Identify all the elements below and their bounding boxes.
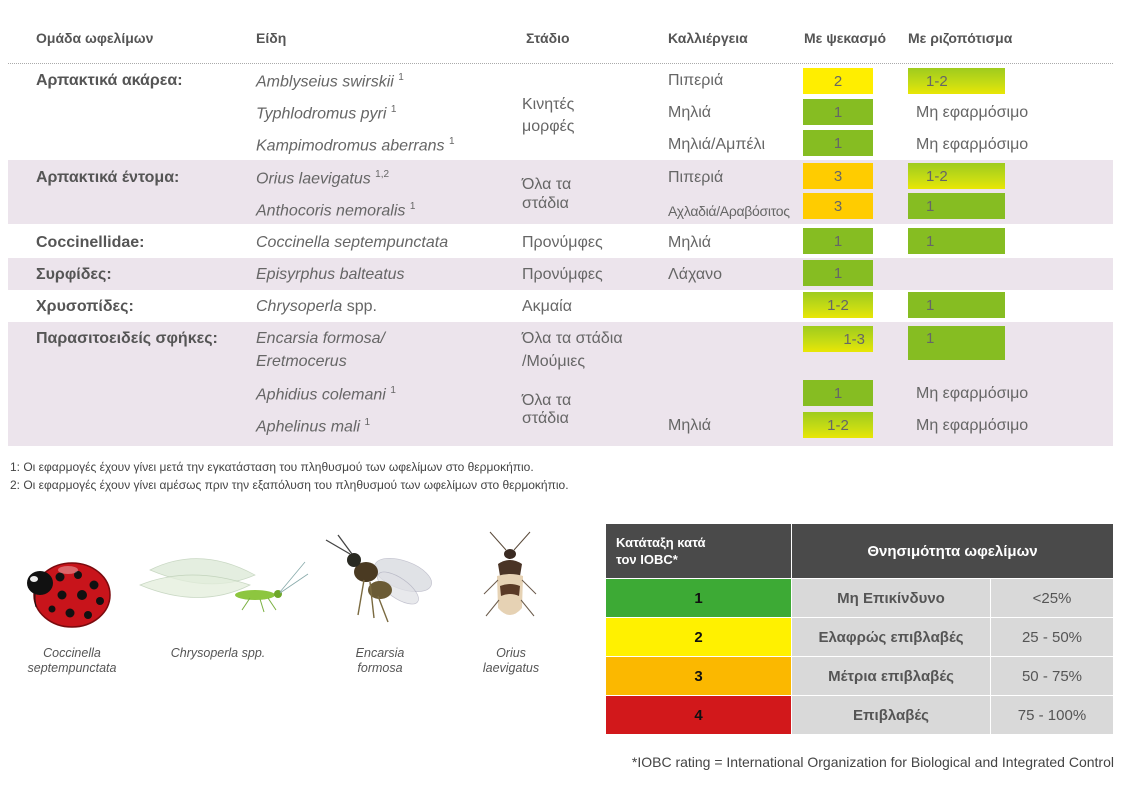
spray-r2: 1 (803, 99, 873, 125)
species-aphelinus: Aphelinus mali $^1$ (256, 417, 371, 436)
header-stage: Στάδιο (526, 30, 570, 46)
footnote-2: 2: Οι εφαρμογές έχουν γίνει αμέσως πριν την εξαπόλυση του πληθυσμού των ωφελίμων στο θερμοκήπιο. (10, 478, 569, 492)
lacewing-image (130, 540, 310, 630)
spray-r3: 1 (803, 130, 873, 156)
crop-r3: Μηλιά/Αμπέλι (668, 136, 766, 153)
crop-r10: Μηλιά (668, 417, 712, 434)
species-encarsia: Encarsia formosa/ (256, 330, 385, 347)
spray-r5: 3 (803, 193, 873, 219)
drench-r1: 1-2 (908, 68, 1005, 94)
spray-r10a: 1 (803, 380, 873, 406)
legend-range-cell: 25 - 50% (991, 618, 1113, 656)
crop-r2: Μηλιά (668, 104, 712, 121)
legend-label-cell: Ελαφρώς επιβλαβές (792, 618, 990, 656)
species-anthocoris: Anthocoris nemoralis $^1$ (256, 201, 416, 220)
stage-wasps-a2: /Μούμιες (522, 353, 586, 370)
caption-encarsia: Encarsia formosa (355, 646, 405, 675)
group-wasps: Παρασιτοειδείς σφήκες: (36, 330, 218, 347)
stage-wasps-a1: Όλα τα στάδια (522, 330, 623, 347)
stage-mites-2: μορφές (522, 118, 575, 135)
stage-coccinella: Προνύμφες (522, 234, 603, 251)
spray-r1: 2 (803, 68, 873, 94)
spray-r7: 1 (803, 260, 873, 286)
crop-r1: Πιπεριά (668, 72, 724, 89)
stage-insects-2: στάδια (522, 195, 569, 212)
drench-r6: 1 (908, 228, 1005, 254)
spray-r9: 1-3 (803, 326, 873, 352)
drench-r3: Μη εφαρμόσιμο (916, 136, 1029, 153)
header-drench: Με ριζοπότισμα (908, 30, 1013, 46)
group-coccinellidae: Coccinellidae: (36, 234, 145, 251)
legend-rank-cell: 3 (606, 657, 791, 695)
legend-rank-cell: 2 (606, 618, 791, 656)
legend-label-cell: Επιβλαβές (792, 696, 990, 734)
crop-r5: Αχλαδιά/Αραβόσιτος (668, 203, 790, 219)
group-chrysopids: Χρυσοπίδες: (36, 298, 134, 315)
header-spray: Με ψεκασμό (804, 30, 887, 46)
caption-orius: Orius laevigatus (482, 646, 540, 675)
drench-r2: Μη εφαρμόσιμο (916, 104, 1029, 121)
species-aphidius: Aphidius colemani $^1$ (256, 385, 396, 404)
legend-rank-cell: 4 (606, 696, 791, 734)
header-group: Ομάδα ωφελίμων (36, 30, 154, 46)
crop-r7: Λάχανο (668, 266, 723, 283)
species-episyrphus: Episyrphus balteatus (256, 266, 405, 283)
crop-r6: Μηλιά (668, 234, 712, 251)
spray-r4: 3 (803, 163, 873, 189)
legend-header-mortality: Θνησιμότητα ωφελίμων (792, 524, 1113, 578)
orius-image (470, 530, 550, 630)
species-kampimodromus: Kampimodromus aberrans $^1$ (256, 136, 455, 155)
header-divider (8, 63, 1113, 64)
drench-r10a: Μη εφαρμόσιμο (916, 385, 1029, 402)
legend-label-cell: Μη Επικίνδυνο (792, 579, 990, 617)
stage-mites-1: Κινητές (522, 96, 575, 113)
legend-label-cell: Μέτρια επιβλαβές (792, 657, 990, 695)
footnote-1: 1: Οι εφαρμογές έχουν γίνει μετά την εγκατάσταση του πληθυσμού των ωφελίμων στο θερμοκήπιο. (10, 460, 534, 474)
header-species: Είδη (256, 30, 287, 46)
species-amblyseius: Amblyseius swirskii $^1$ (256, 72, 404, 91)
legend-range-cell: 50 - 75% (991, 657, 1113, 695)
wasp-image (318, 530, 438, 630)
species-typhlodromus: Typhlodromus pyri $^1$ (256, 104, 397, 123)
legend-range-cell: 75 - 100% (991, 696, 1113, 734)
spray-r10b: 1-2 (803, 412, 873, 438)
group-mites: Αρπακτικά ακάρεα: (36, 72, 183, 89)
group-syrphids: Συρφίδες: (36, 266, 112, 283)
ladybug-image (12, 535, 112, 635)
stage-insects-1: Όλα τα (522, 176, 572, 193)
drench-r10b: Μη εφαρμόσιμο (916, 417, 1029, 434)
species-eretmocerus: Eretmocerus (256, 353, 347, 370)
species-chrysoperla: Chrysoperla spp. (256, 298, 377, 315)
drench-r4: 1-2 (908, 163, 1005, 189)
legend-range-cell: <25% (991, 579, 1113, 617)
caption-coccinella: Coccinella septempunctata (27, 646, 117, 675)
iobc-legend-table (606, 524, 1113, 735)
drench-r9: 1 (908, 326, 1005, 360)
header-crop: Καλλιέργεια (668, 30, 748, 46)
crop-r4: Πιπεριά (668, 169, 724, 186)
stage-wasps-b2: στάδια (522, 410, 569, 427)
spray-r8: 1-2 (803, 292, 873, 318)
group-insects: Αρπακτικά έντομα: (36, 169, 180, 186)
stage-chrysoperla: Ακμαία (522, 298, 572, 315)
species-orius: Orius laevigatus $^{1,2}$ (256, 169, 390, 188)
drench-r8: 1 (908, 292, 1005, 318)
legend-rank-cell: 1 (606, 579, 791, 617)
drench-r5: 1 (908, 193, 1005, 219)
spray-r6: 1 (803, 228, 873, 254)
iobc-note: *IOBC rating = International Organization for Biological and Integrated Control (631, 754, 1114, 770)
stage-wasps-b1: Όλα τα (522, 392, 572, 409)
stage-episyrphus: Προνύμφες (522, 266, 603, 283)
caption-chrysoperla: Chrysoperla spp. (170, 646, 266, 660)
legend-header-rank: Κατάταξη κατά τον IOBC* (606, 524, 791, 578)
species-coccinella: Coccinella septempunctata (256, 234, 449, 251)
